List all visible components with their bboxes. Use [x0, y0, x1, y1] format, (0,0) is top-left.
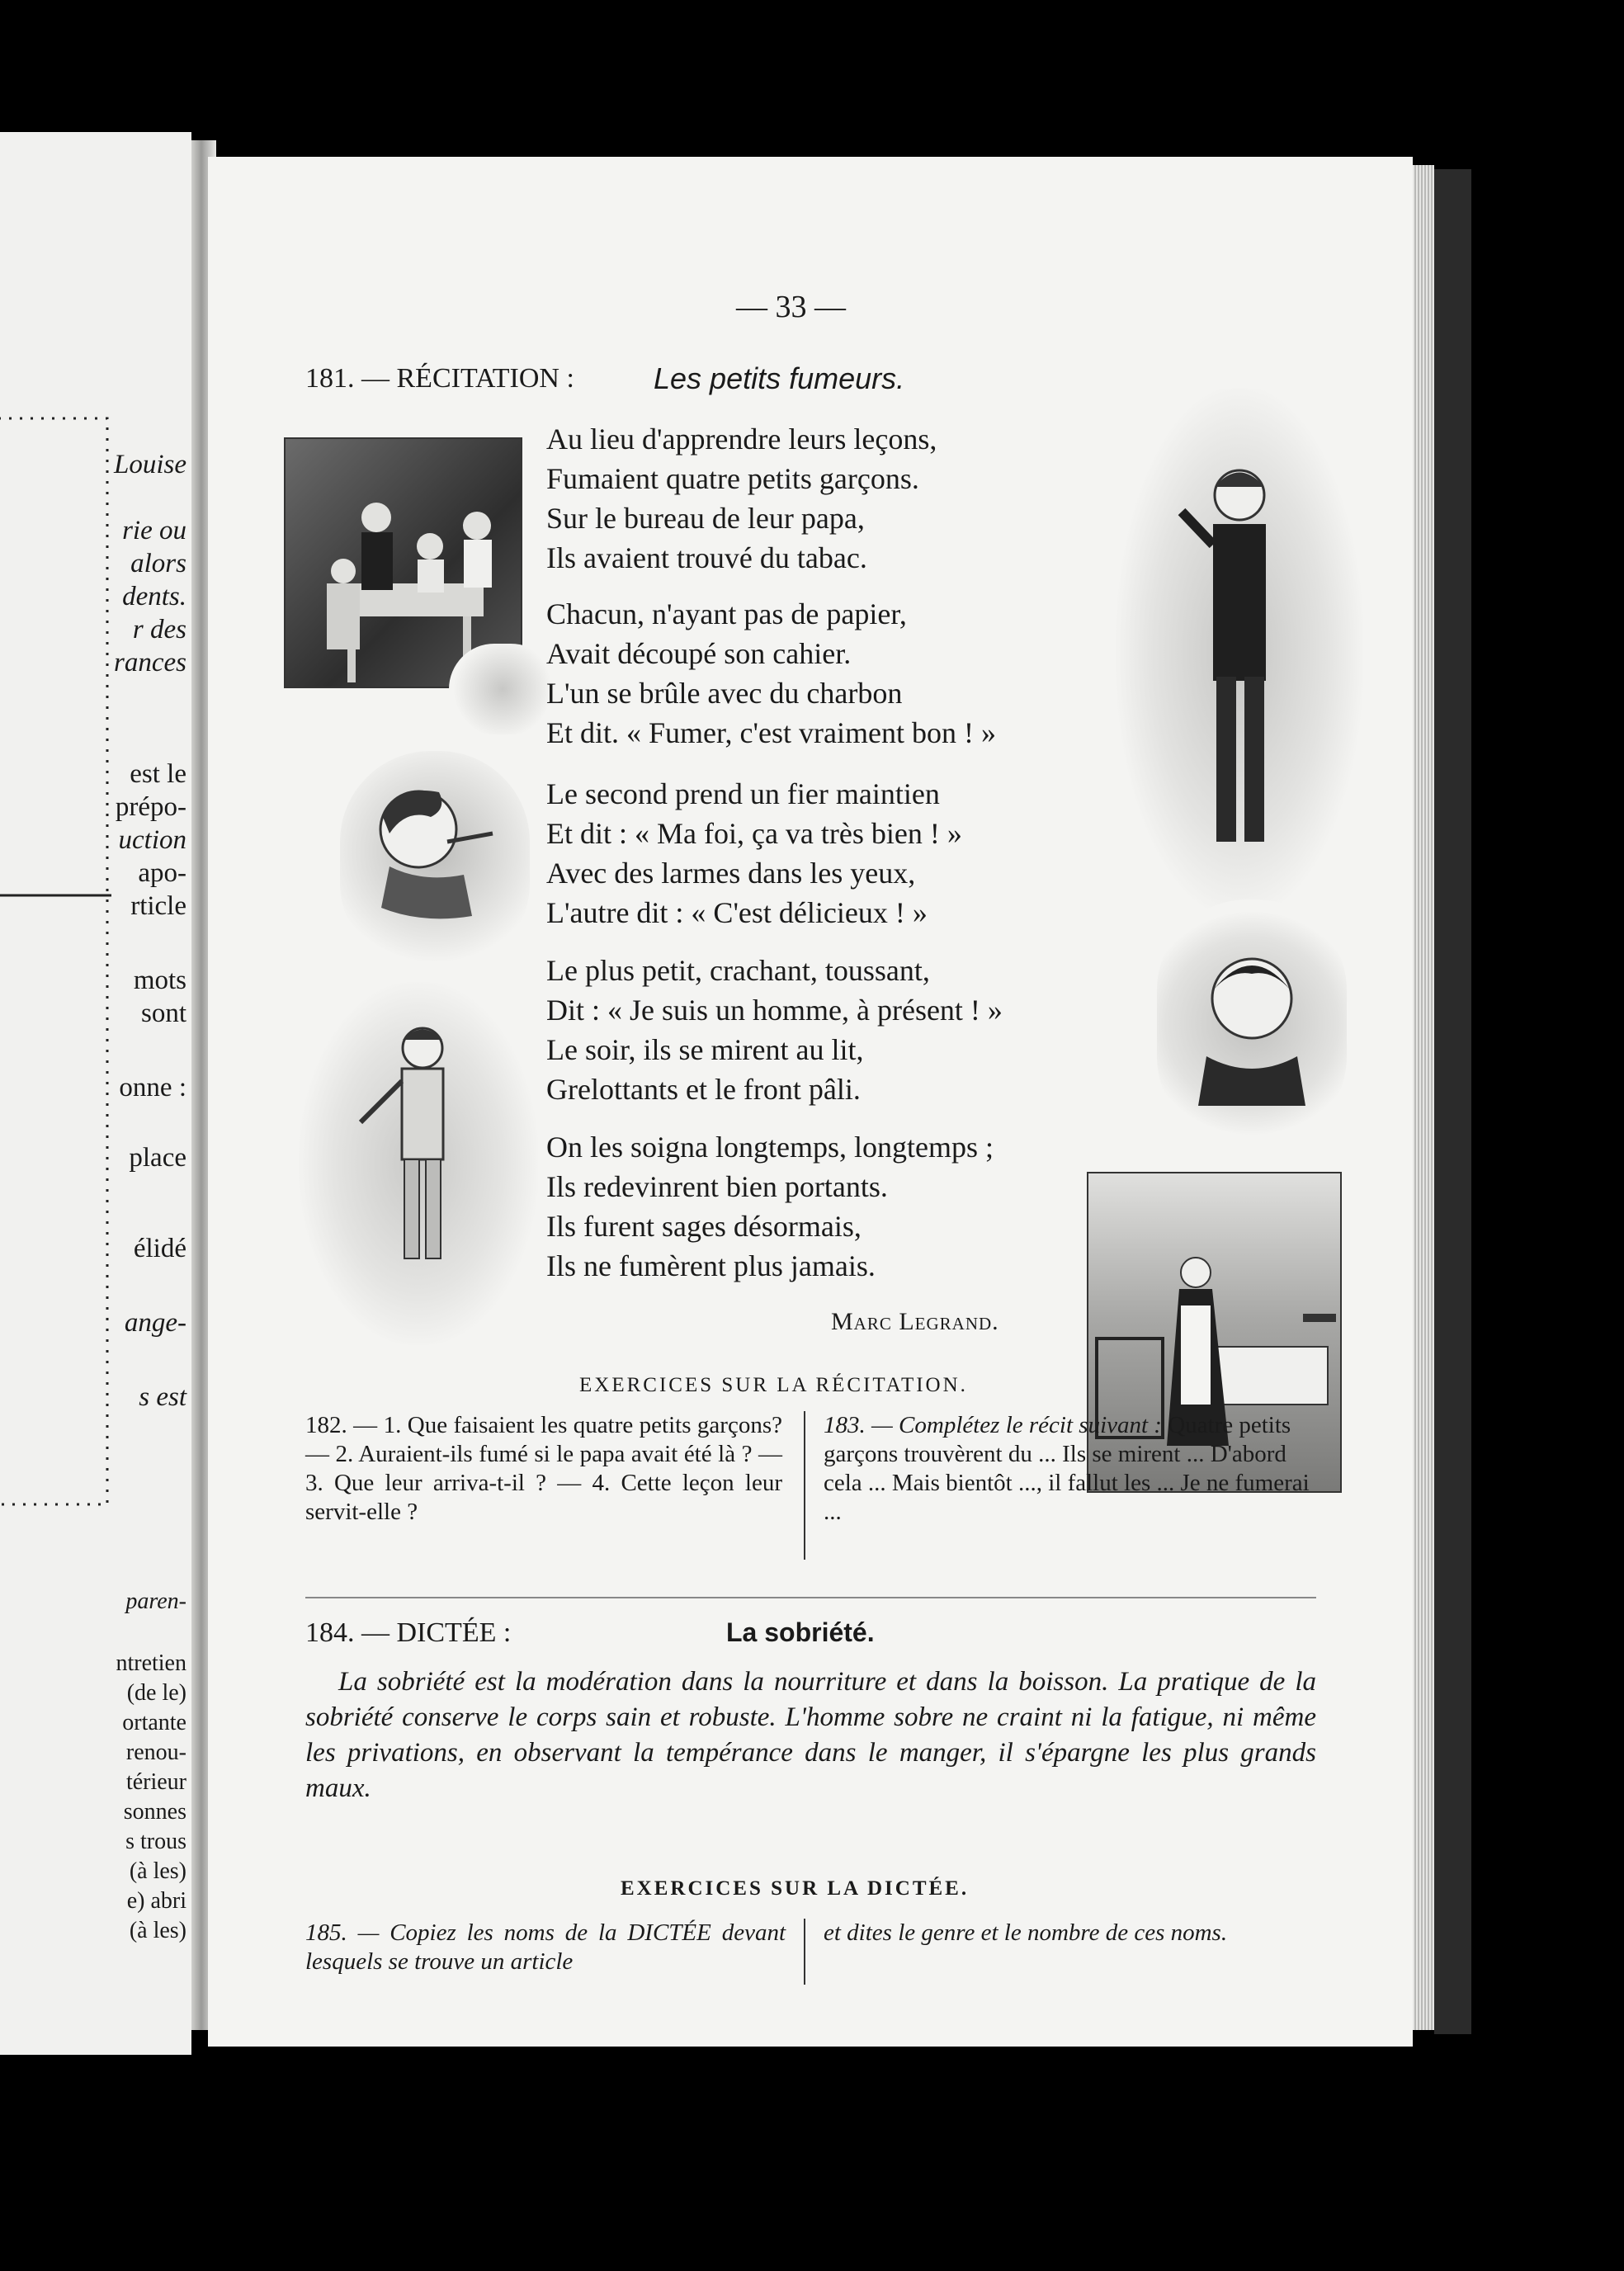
exercise-182: 182. — 1. Que faisaient les quatre petits garçons? — 2. Auraient-ils fumé si le papa avait été là ? — 3. Que leur arriva-t-il ? — 4. Cette leçon leur servit-elle ?: [305, 1412, 782, 1525]
ornamental-border: [0, 417, 111, 1506]
left-line: térieur: [125, 1769, 186, 1795]
left-line: s est: [139, 1382, 186, 1412]
poem-line: Avec des larmes dans les yeux,: [546, 857, 916, 890]
illustration-boy-profile-smoking: [340, 751, 530, 974]
poem-line: L'un se brûle avec du charbon: [546, 677, 903, 710]
poem-line: Fumaient quatre petits garçons.: [546, 462, 919, 495]
left-line: élidé: [133, 1234, 186, 1263]
exercises-recitation-heading: EXERCICES SUR LA RÉCITATION.: [579, 1374, 968, 1396]
illustration-boy-face: [1157, 899, 1347, 1147]
illustration-small-boy-standing: [299, 982, 538, 1345]
exercise-185-right: et dites le genre et le nombre de ces noms.: [824, 1919, 1228, 1946]
left-line: uction: [118, 825, 186, 855]
poem-line: Ils ne fumèrent plus jamais.: [546, 1249, 876, 1282]
left-line: ange-: [124, 1308, 186, 1338]
left-line: est le: [130, 759, 186, 789]
exercises-dictee-heading: EXERCICES SUR LA DICTÉE.: [621, 1877, 970, 1900]
page-number: — 33 —: [736, 290, 846, 324]
section-separator: [305, 1597, 1316, 1598]
poem-line: Le second prend un fier maintien: [546, 777, 940, 810]
left-line: sonnes: [123, 1799, 186, 1825]
poem-line: Le plus petit, crachant, toussant,: [546, 954, 930, 987]
poem-stanza-5: [546, 1127, 994, 1286]
left-line: dents.: [122, 582, 186, 611]
column-divider: [804, 1919, 805, 1985]
poem-line: Grelottants et le front pâli.: [546, 1073, 861, 1106]
poem-line: Ils furent sages désormais,: [546, 1210, 862, 1243]
poem-line: On les soigna longtemps, longtemps ;: [546, 1131, 994, 1164]
poem-line: L'autre dit : « C'est délicieux ! »: [546, 896, 928, 929]
left-line: s trous: [125, 1829, 186, 1854]
left-line: prépo-: [115, 792, 186, 822]
poem-line: Et dit : « Ma foi, ça va très bien ! »: [546, 817, 962, 850]
poem-line: Ils redevinrent bien portants.: [546, 1170, 888, 1203]
left-line: (à les): [129, 1858, 186, 1884]
poem-stanza-4: [546, 951, 1003, 1109]
exercise-185-left: 185. — Copiez les noms de la DICTÉE devant lesquels se trouve un article: [305, 1919, 786, 1975]
poem-author: Marc Legrand.: [831, 1308, 999, 1335]
dictee-title: La sobriété.: [726, 1617, 875, 1647]
left-line: (à les): [129, 1918, 186, 1943]
left-line: rances: [114, 648, 186, 678]
illustration-boy-standing-smoking: [1116, 388, 1363, 916]
left-line: paren-: [125, 1589, 186, 1614]
recitation-title: Les petits fumeurs.: [654, 361, 905, 395]
book-cover-edge: [1434, 169, 1471, 2034]
page-edges: [1413, 165, 1434, 2030]
left-line: Louise: [113, 450, 186, 479]
left-line: sont: [140, 999, 186, 1028]
column-divider: [804, 1411, 805, 1560]
left-line: mots: [133, 966, 186, 995]
left-line: (de le): [126, 1680, 186, 1706]
left-line: e) abri: [126, 1888, 186, 1914]
exercise-183-text: Quatre petits garçons trouvèrent du ... Ils se mirent ... D'abord cela ... Mais bientôt ..., il fallut les ... Je ne fumerai ...: [824, 1412, 1310, 1525]
poem-line: Et dit. « Fumer, c'est vraiment bon ! »: [546, 716, 996, 749]
left-line: rticle: [130, 891, 186, 921]
exercise-183-label: 183. — Complétez le récit suivant :: [824, 1412, 1162, 1438]
poem-line: Le soir, ils se mirent au lit,: [546, 1033, 864, 1066]
poem-line: Avait découpé son cahier.: [546, 637, 852, 670]
left-line: alors: [130, 549, 186, 578]
smoke-cloud: [449, 644, 556, 734]
dictee-heading: 184. — DICTÉE :: [305, 1617, 512, 1648]
left-line: apo-: [138, 858, 186, 888]
poem-stanza-2: [546, 594, 996, 753]
left-line: ntretien: [116, 1650, 186, 1676]
poem-line: Ils avaient trouvé du tabac.: [546, 541, 867, 574]
recitation-heading: 181. — RÉCITATION :: [305, 363, 574, 394]
dictee-text: La sobriété est la modération dans la nourriture et dans la boisson. La pratique de la sobriété conserve le corps sain et robuste. L'homme sobre ne craint ni la fatigue, ni même les privations, en observant la tempérance dans le manger, il s'épargne les plus grands maux.: [305, 1667, 1316, 1803]
poem-line: Sur le bureau de leur papa,: [546, 502, 865, 535]
left-line: rie ou: [122, 516, 186, 545]
left-line: ortante: [122, 1710, 186, 1735]
poem-line: Dit : « Je suis un homme, à présent ! »: [546, 994, 1003, 1027]
left-line: onne :: [119, 1073, 186, 1102]
exercise-183: [824, 1411, 1314, 1527]
left-line: r des: [132, 615, 186, 644]
left-page-fragment: [0, 132, 191, 2055]
poem-stanza-3: [546, 774, 962, 932]
poem-line: Au lieu d'apprendre leurs leçons,: [546, 423, 937, 456]
left-line: renou-: [125, 1740, 186, 1765]
left-line: place: [129, 1143, 186, 1173]
poem-line: Chacun, n'ayant pas de papier,: [546, 597, 907, 630]
right-page: [208, 157, 1413, 2047]
poem-stanza-1: [546, 419, 937, 578]
